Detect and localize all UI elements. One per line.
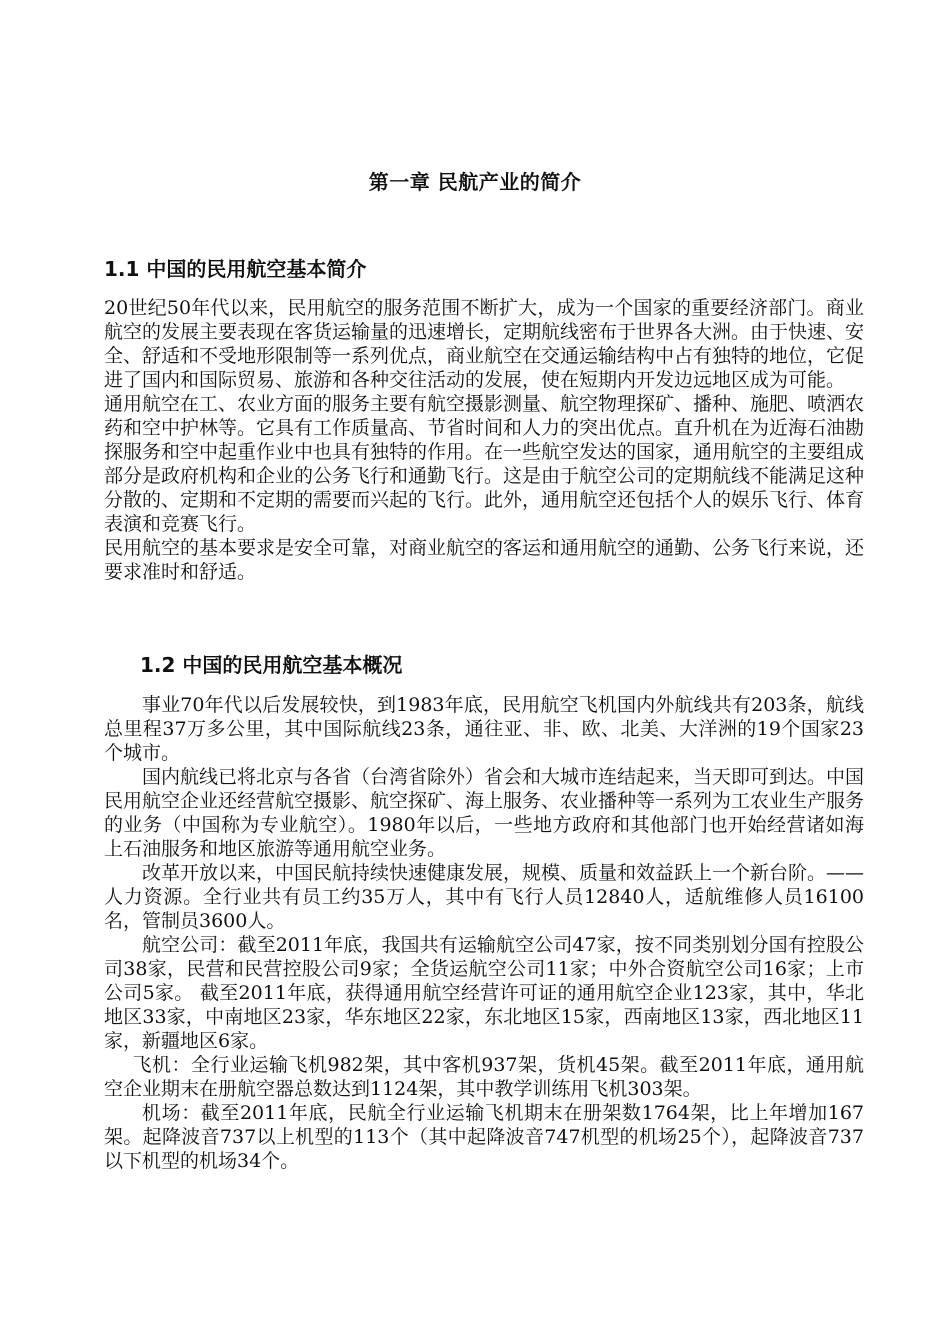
paragraph: 20世纪50年代以来，民用航空的服务范围不断扩大，成为一个国家的重要经济部门。商业航空的发展主要表现在客货运输量的迅速增长，定期航线密布于世界各大洲。由于快速、安全、舒适和不受地形限制等一系列优点，商业航空在交通运输结构中占有独特的地位，它促进了国内和国际贸易、旅游和各种交往活动的发展，使在短期内开发边远地区成为可能。 <box>104 297 865 391</box>
paragraph: 飞机：全行业运输飞机982架，其中客机937架，货机45架。截至2011年底，通用航空企业期末在册航空器总数达到1124架，其中教学训练用飞机303架。 <box>104 1054 864 1100</box>
section-body-1-2 <box>104 693 864 1173</box>
section-body-1-1 <box>104 296 864 584</box>
paragraph: 通用航空在工、农业方面的服务主要有航空摄影测量、航空物理探矿、播种、施肥、喷洒农药和空中护林等。它具有工作质量高、节省时间和人力的突出优点。直升机在为近海石油勘探服务和空中起重作业中也具有独特的作用。在一些航空发达的国家，通用航空的主要组成部分是政府机构和企业的公务飞行和通勤飞行。这是由于航空公司的定期航线不能满足这种分散的、定期和不定期的需要而兴起的飞行。此外，通用航空还包括个人的娱乐飞行、体育表演和竞赛飞行。 <box>104 393 865 535</box>
paragraph: 民用航空的基本要求是安全可靠，对商业航空的客运和通用航空的通勤、公务飞行来说，还要求准时和舒适。 <box>104 537 865 583</box>
chapter-title: 第一章 民航产业的简介 <box>368 170 582 194</box>
paragraph: 事业70年代以后发展较快，到1983年底，民用航空飞机国内外航线共有203条，航线总里程37万多公里，其中国际航线23条，通往亚、非、欧、北美、大洋洲的19个国家23个城市。 <box>104 694 864 764</box>
paragraph: 机场：截至2011年底，民航全行业运输飞机期末在册架数1764架，比上年增加167架。起降波音737以上机型的113个（其中起降波音747机型的机场25个），起降波音737以下机型的机场34个。 <box>104 1102 864 1172</box>
paragraph: 航空公司：截至2011年底，我国共有运输航空公司47家，按不同类别划分国有控股公司38家，民营和民营控股公司9家；全货运航空公司11家；中外合资航空公司16家；上市公司5家。 截至2011年底，获得通用航空经营许可证的通用航空企业123家，其中，华北地区33家，中南地区23家，华东地区22家，东北地区15家，西南地区13家，西北地区11家，新疆地区6家。 <box>104 934 864 1052</box>
paragraph: 改革开放以来，中国民航持续快速健康发展，规模、质量和效益跃上一个新台阶。——人力资源。全行业共有员工约35万人，其中有飞行人员12840人，适航维修人员16100名，管制员3600人。 <box>104 862 865 932</box>
section-heading-1-1: 1.1 中国的民用航空基本简介 <box>104 257 367 281</box>
paragraph: 国内航线已将北京与各省（台湾省除外）省会和大城市连结起来，当天即可到达。中国民用航空企业还经营航空摄影、航空探矿、海上服务、农业播种等一系列为工农业生产服务的业务（中国称为专业航空）。1980年以后，一些地方政府和其他部门也开始经营诸如海上石油服务和地区旅游等通用航空业务。 <box>104 766 865 860</box>
section-heading-1-2: 1.2 中国的民用航空基本概况 <box>140 653 403 677</box>
